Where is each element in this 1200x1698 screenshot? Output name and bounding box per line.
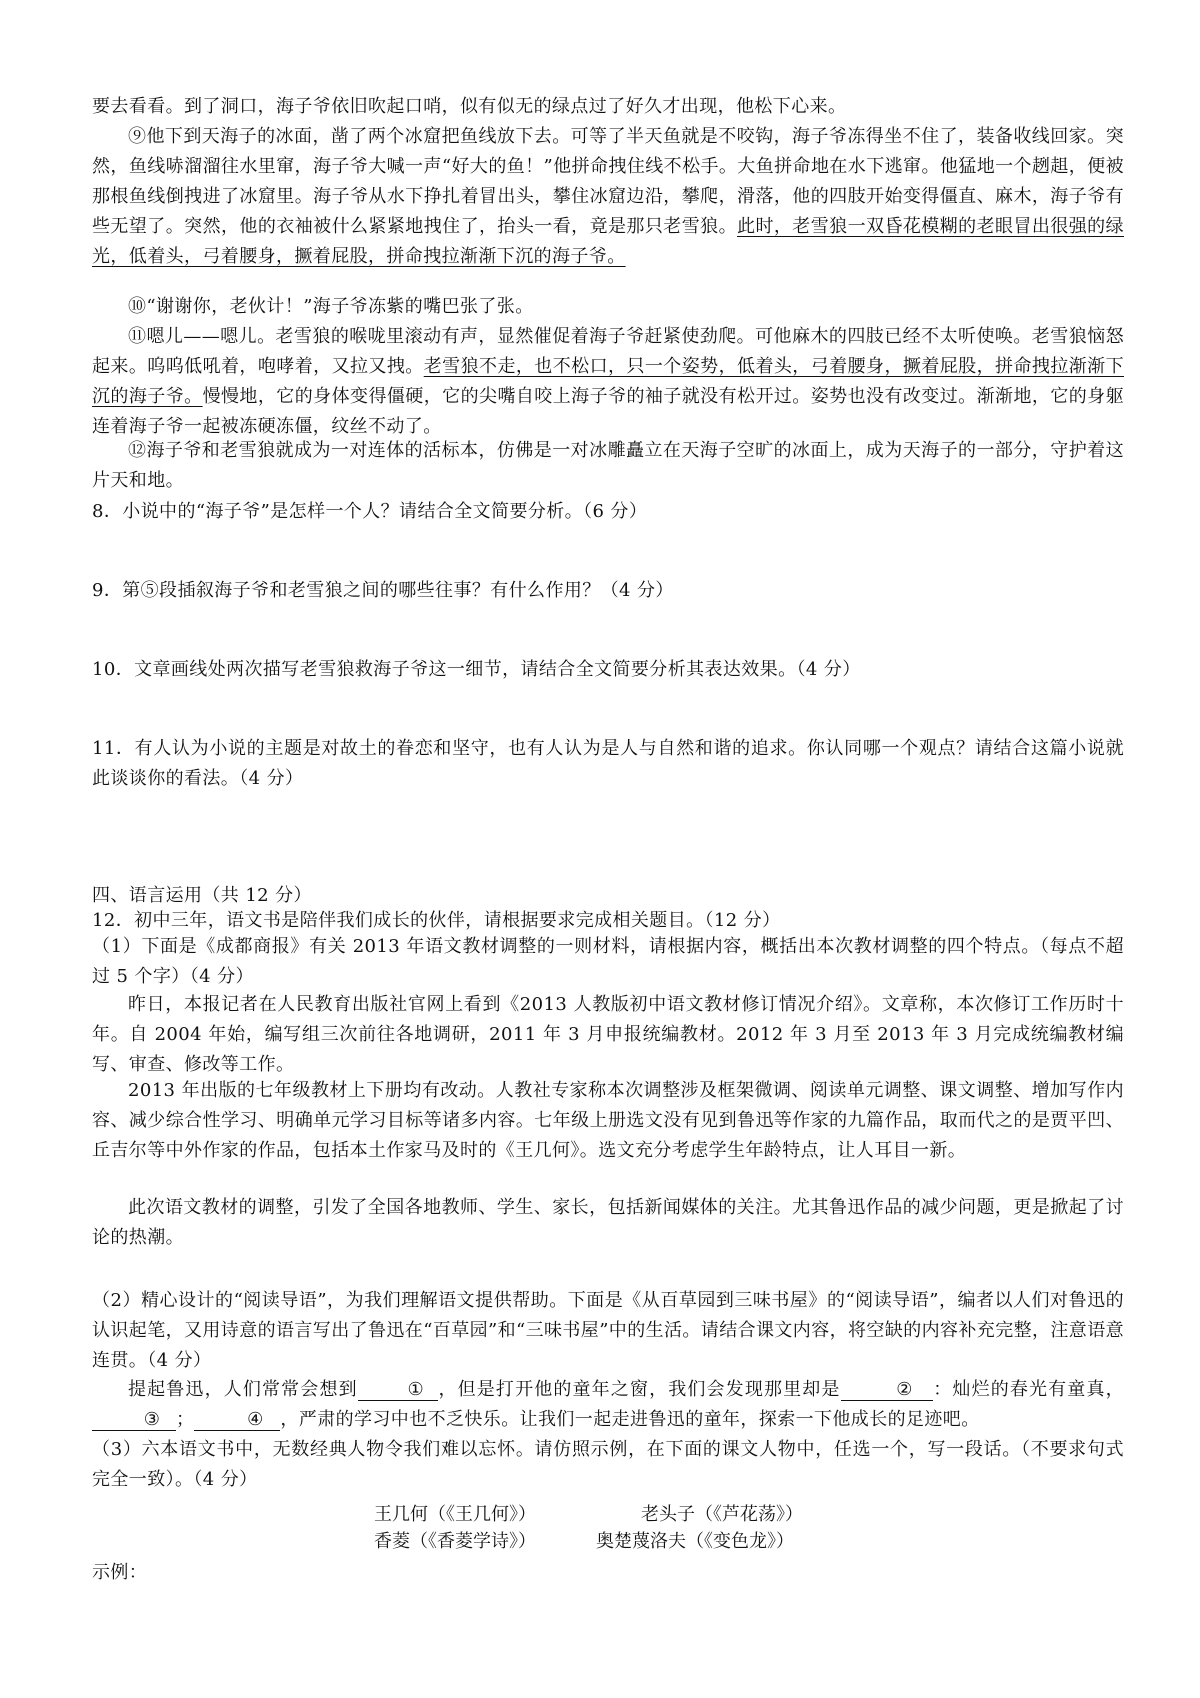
character-option-1: 王几何（《王几何》） <box>374 1504 536 1525</box>
story-paragraph-9-text: ⑨他下到天海子的冰面，凿了两个冰窟把鱼线放下去。可等了半天鱼就是不咬钩，海子爷冻得坐不住了，装备收线回家。突然，鱼线哧溜溜往水里窜，海子爷大喊一声“好大的鱼！”他拼命拽住线不松手。大鱼拼命地在水下逃窜。他猛地一个趔趄，便被那根鱼线倒拽进了冰窟里。海子爷从水下挣扎着冒出头，攀住冰窟边沿，攀爬，滑落，他的四肢开始变得僵直、麻木，海子爷有些无望了。突然，他的衣袖被什么紧紧地拽住了，抬头一看，竟是那只老雪狼。 <box>92 126 1124 237</box>
story-paragraph-12: ⑫海子爷和老雪狼就成为一对连体的活标本，仿佛是一对冰雕矗立在天海子空旷的冰面上，成为天海子的一部分，守护着这片天和地。 <box>92 440 1124 491</box>
question-11: 11．有人认为小说的主题是对故土的眷恋和坚守，也有人认为是人与自然和谐的追求。你认同哪一个观点？请结合这篇小说就此谈谈你的看法。（4 分） <box>92 738 1124 789</box>
material-paragraph-1: 昨日，本报记者在人民教育出版社官网上看到《2013 人教版初中语文教材修订情况介绍》。文章称，本次修订工作历时十年。自 2004 年始，编写组三次前往各地调研，2011 年 3 月申报统编教材。2012 年 3 月至 2013 年 3 月完成统编教材编写、审查、修改等工作。 <box>92 994 1124 1075</box>
question-12-part-3: （3）六本语文书中，无数经典人物令我们难以忘怀。请仿照示例，在下面的课文人物中，任选一个，写一段话。（不要求句式完全一致）。（4 分） <box>92 1439 1124 1490</box>
section-4-heading: 四、语言运用（共 12 分） <box>92 885 312 906</box>
blank-2[interactable]: ② <box>841 1380 933 1401</box>
character-option-2: 老头子（《芦花荡》） <box>641 1504 803 1525</box>
underlined-rescue-detail-1: 此时，老雪狼一双昏花模糊的老眼冒出很强的绿光，低着头，弓着腰身，撅着屁股，拼命拽拉渐渐下沉的海子爷。 <box>92 216 1124 267</box>
blank-4[interactable]: ④ <box>194 1410 280 1431</box>
question-12-part-1: （1）下面是《成都商报》有关 2013 年语文教材调整的一则材料，请根据内容，概括出本次教材调整的四个特点。（每点不超过 5 个字）（4 分） <box>92 936 1124 987</box>
material-paragraph-2: 2013 年出版的七年级教材上下册均有改动。人教社专家称本次调整涉及框架微调、阅读单元调整、课文调整、增加写作内容、减少综合性学习、明确单元学习目标等诸多内容。七年级上册选文没有见到鲁迅等作家的九篇作品，取而代之的是贾平凹、丘吉尔等中外作家的作品，包括本土作家马及时的《王几何》。选文充分考虑学生年龄特点，让人耳目一新。 <box>92 1080 1124 1161</box>
blank-1[interactable]: ① <box>358 1380 438 1401</box>
fill-text-5: ，严肃的学习中也不乏快乐。让我们一起走进鲁迅的童年，探索一下他成长的足迹吧。 <box>280 1409 980 1430</box>
question-12: 12．初中三年，语文书是陪伴我们成长的伙伴，请根据要求完成相关题目。（12 分） <box>92 910 781 931</box>
fill-text-1: 提起鲁迅，人们常常会想到 <box>128 1379 358 1400</box>
story-paragraph-11-text: ⑪嗯儿——嗯儿。老雪狼的喉咙里滚动有声，显然催促着海子爷赶紧使劲爬。可他麻木的四肢已经不太听使唤。老雪狼恼怒起来。呜呜低吼着，咆哮着，又拉又拽。 <box>92 326 1124 377</box>
character-option-4: 奥楚蔑洛夫（《变色龙》） <box>596 1531 794 1552</box>
example-label: 示例： <box>92 1562 148 1583</box>
reading-guide-fill-in <box>92 1375 1124 1435</box>
fill-text-3: ：灿烂的春光有童真， <box>932 1379 1124 1400</box>
question-9: 9．第⑤段插叙海子爷和老雪狼之间的哪些往事？有什么作用？（4 分） <box>92 580 674 601</box>
story-paragraph-11-tail: 慢慢地，它的身体变得僵硬，它的尖嘴自咬上海子爷的袖子就没有松开过。姿势也没有改变过。渐渐地，它的身躯连着海子爷一起被冻硬冻僵，纹丝不动了。 <box>92 386 1124 437</box>
story-paragraph-intro: 要去看看。到了洞口，海子爷依旧吹起口哨，似有似无的绿点过了好久才出现，他松下心来。 <box>92 96 847 117</box>
question-10: 10．文章画线处两次描写老雪狼救海子爷这一细节，请结合全文简要分析其表达效果。（4 分） <box>92 659 861 680</box>
blank-3[interactable]: ③ <box>92 1410 176 1431</box>
story-paragraph-11 <box>92 322 1124 442</box>
character-option-3: 香菱（《香菱学诗》） <box>374 1531 536 1552</box>
story-paragraph-10: ⑩“谢谢你，老伙计！”海子爷冻紫的嘴巴张了张。 <box>128 296 534 317</box>
story-paragraph-9 <box>92 122 1124 272</box>
underlined-rescue-detail-2: 老雪狼不走，也不松口，只一个姿势，低着头，弓着腰身，撅着屁股，拼命拽拉渐渐下沉的海子爷。 <box>92 356 1125 407</box>
fill-text-4: ； <box>176 1409 195 1430</box>
question-12-part-2: （2）精心设计的“阅读导语”，为我们理解语文提供帮助。下面是《从百草园到三味书屋》的“阅读导语”，编者以人们对鲁迅的认识起笔，又用诗意的语言写出了鲁迅在“百草园”和“三味书屋”中的生活。请结合课文内容，将空缺的内容补充完整，注意语意连贯。（4 分） <box>92 1290 1125 1371</box>
fill-text-2: ，但是打开他的童年之窗，我们会发现那里却是 <box>437 1379 841 1400</box>
material-paragraph-3: 此次语文教材的调整，引发了全国各地教师、学生、家长，包括新闻媒体的关注。尤其鲁迅作品的减少问题，更是掀起了讨论的热潮。 <box>92 1197 1124 1248</box>
question-8: 8．小说中的“海子爷”是怎样一个人？请结合全文简要分析。（6 分） <box>92 501 648 522</box>
